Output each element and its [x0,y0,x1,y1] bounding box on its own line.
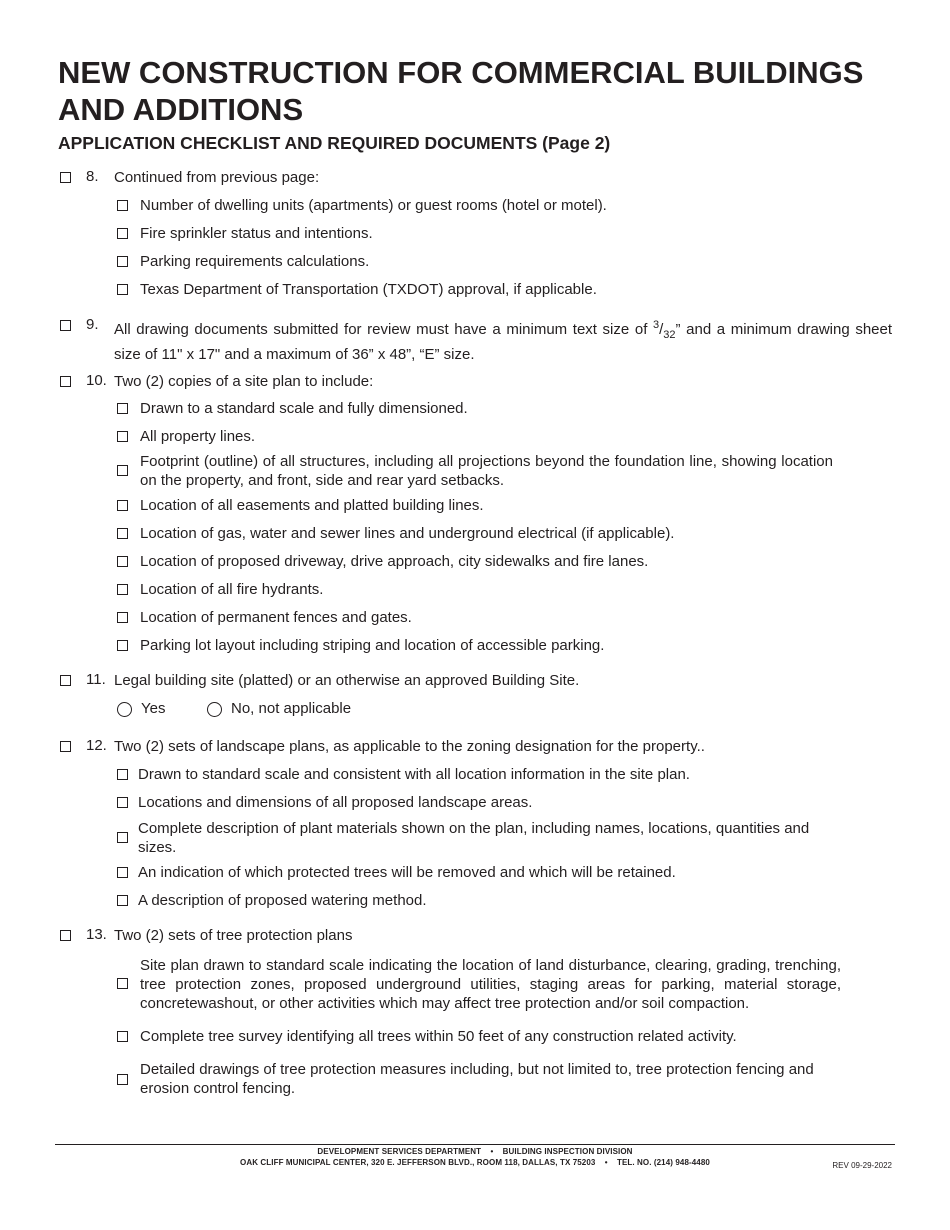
item-11-number: 11. [86,671,106,688]
item-10e-text: Location of gas, water and sewer lines and underground electrical (if applicable). [140,525,675,542]
item-12b-checkbox[interactable] [117,797,128,808]
item-13c-text: Detailed drawings of tree protection measures including, but not limited to, tree protection fencing and erosion control fencing. [140,1061,814,1097]
footer-department-name: DEVELOPMENT SERVICES DEPARTMENT [317,1147,482,1156]
item-10b-checkbox[interactable] [117,431,128,442]
page-title: NEW CONSTRUCTION FOR COMMERCIAL BUILDINGS AND ADDITIONS [58,55,864,127]
item-10a-text: Drawn to a standard scale and fully dimensioned. [140,400,468,417]
no-radio-label: No, not applicable [231,700,352,717]
item-9-text-before: All drawing documents submitted for review must have a minimum text size of [114,321,653,338]
item-10d-checkbox[interactable] [117,500,128,511]
item-13-text: Two (2) sets of tree protection plans [114,927,353,944]
item-13c-checkbox[interactable] [117,1074,128,1085]
footer-bullet: • [490,1147,494,1156]
item-10g-checkbox[interactable] [117,584,128,595]
item-10-checkbox[interactable] [60,376,71,387]
item-13b-checkbox[interactable] [117,1031,128,1042]
yes-radio-label: Yes [141,700,166,717]
item-10e-checkbox[interactable] [117,528,128,539]
revision-date: REV 09-29-2022 [832,1161,892,1170]
item-13b-text: Complete tree survey identifying all trees within 50 feet of any construction related activity. [140,1028,737,1045]
footer-address-text: OAK CLIFF MUNICIPAL CENTER, 320 E. JEFFERSON BLVD., ROOM 118, DALLAS, TX 75203 [240,1158,596,1167]
item-10c-checkbox[interactable] [117,465,128,476]
item-9-text [114,316,892,364]
no-radio[interactable] [207,702,222,717]
item-12-checkbox[interactable] [60,741,71,752]
item-11-checkbox[interactable] [60,675,71,686]
footer-division-name: BUILDING INSPECTION DIVISION [502,1147,633,1156]
item-8-checkbox[interactable] [60,172,71,183]
yes-radio[interactable] [117,702,132,717]
item-8c-text: Parking requirements calculations. [140,253,370,270]
item-13-checkbox[interactable] [60,930,71,941]
item-8d-checkbox[interactable] [117,284,128,295]
item-10i-text: Parking lot layout including striping and location of accessible parking. [140,637,605,654]
fraction-denominator: 32 [663,329,676,341]
fraction-numerator: 3 [652,319,660,331]
footer-address [0,1158,950,1167]
item-12d-text: An indication of which protected trees will be removed and which will be retained. [138,864,676,881]
item-13-number: 13. [86,926,107,943]
footer-department [0,1147,950,1156]
item-12b-text: Locations and dimensions of all proposed landscape areas. [138,794,533,811]
item-9-checkbox[interactable] [60,320,71,331]
item-10f-text: Location of proposed driveway, drive approach, city sidewalks and fire lanes. [140,553,649,570]
item-8-number: 8. [86,168,99,185]
item-10d-text: Location of all easements and platted building lines. [140,497,484,514]
item-12-number: 12. [86,737,107,754]
item-12c-checkbox[interactable] [117,832,128,843]
item-10-number: 10. [86,372,107,389]
item-10g-text: Location of all fire hydrants. [140,581,324,598]
item-13a-checkbox[interactable] [117,978,128,989]
item-9-text-after: ” and a minimum drawing sheet size of 11" x 17" and a maximum of 36” x 48”, “E” size. [114,321,893,363]
item-8a-checkbox[interactable] [117,200,128,211]
fraction-slash: / [659,321,664,338]
item-10h-text: Location of permanent fences and gates. [140,609,412,626]
item-10-text: Two (2) copies of a site plan to include: [114,373,374,390]
item-8b-text: Fire sprinkler status and intentions. [140,225,373,242]
item-8c-checkbox[interactable] [117,256,128,267]
page-subtitle: APPLICATION CHECKLIST AND REQUIRED DOCUMENTS (Page 2) [58,133,611,153]
item-8-text: Continued from previous page: [114,169,320,186]
item-12-text: Two (2) sets of landscape plans, as applicable to the zoning designation for the property.. [114,738,705,755]
item-12e-checkbox[interactable] [117,895,128,906]
footer-divider [55,1144,895,1145]
item-10f-checkbox[interactable] [117,556,128,567]
item-10a-checkbox[interactable] [117,403,128,414]
item-11-text: Legal building site (platted) or an otherwise an approved Building Site. [114,672,580,689]
item-10b-text: All property lines. [140,428,256,445]
footer-phone: TEL. NO. (214) 948-4480 [616,1158,710,1167]
item-12a-text: Drawn to standard scale and consistent with all location information in the site plan. [138,766,690,783]
item-8b-checkbox[interactable] [117,228,128,239]
item-13a-text: Site plan drawn to standard scale indicating the location of land disturbance, clearing, grading, trenching, tree protection zones, proposed underground utilities, staging areas for parking, material storage, concretewashout, or other activities which may affect tree protection and/or soil compaction. [140,957,841,1012]
item-10c-text: Footprint (outline) of all structures, including all projections beyond the foundation line, showing location on the property, and front, side and rear yard setbacks. [140,453,833,489]
item-12c-text: Complete description of plant materials shown on the plan, including names, locations, quantities and sizes. [138,820,810,856]
item-9-number: 9. [86,316,99,333]
item-10i-checkbox[interactable] [117,640,128,651]
item-12a-checkbox[interactable] [117,769,128,780]
item-12e-text: A description of proposed watering method. [138,892,427,909]
footer-bullet-2: • [604,1158,608,1167]
item-8a-text: Number of dwelling units (apartments) or guest rooms (hotel or motel). [140,197,607,214]
item-10h-checkbox[interactable] [117,612,128,623]
item-12d-checkbox[interactable] [117,867,128,878]
item-8d-text: Texas Department of Transportation (TXDOT) approval, if applicable. [140,281,597,298]
